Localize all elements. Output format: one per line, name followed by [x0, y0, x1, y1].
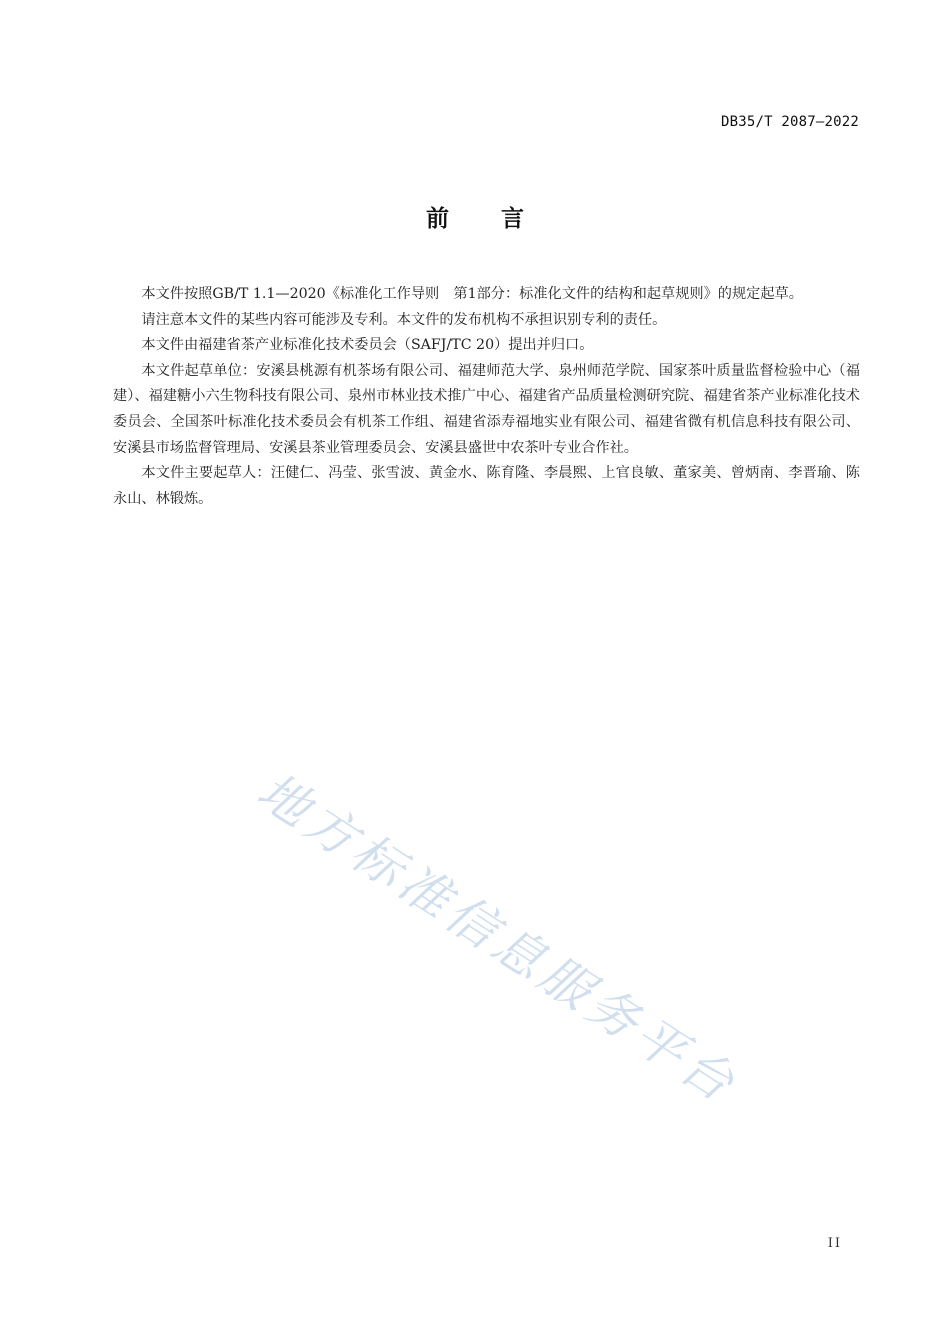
- paragraph-patent-notice: 请注意本文件的某些内容可能涉及专利。本文件的发布机构不承担识别专利的责任。: [141, 311, 667, 328]
- paragraph-drafting-rules: 本文件按照GB/T 1.1—2020《标准化工作导则 第1部分：标准化文件的结构和起草规则》的规定起草。: [141, 286, 803, 302]
- document-code: DB35/T 2087—2022: [720, 114, 859, 130]
- paragraph-drafting-units: 本文件起草单位：安溪县桃源有机茶场有限公司、福建师范大学、泉州师范学院、国家茶叶质量监督检验中心（福建）、福建糖小六生物科技有限公司、泉州市林业技术推广中心、福建省产品质量检测研究院、福建省茶产业标准化技术委员会、全国茶叶标准化技术委员会有机茶工作组、福建省添寿福地实业有限公司、福建省微有机信息科技有限公司、安溪县市场监督管理局、安溪县茶业管理委员会、安溪县盛世中农茶叶专业合作社。: [113, 362, 860, 456]
- watermark: 地方标准信息服务平台: [247, 761, 749, 1116]
- paragraph-drafters: 本文件主要起草人：汪健仁、冯莹、张雪波、黄金水、陈育隆、李晨熙、上官良敏、董家美、曾炳南、李晋瑜、陈永山、林锻炼。: [113, 465, 860, 507]
- paragraph-proposer: 本文件由福建省茶产业标准化技术委员会（SAFJ/TC 20）提出并归口。: [141, 337, 594, 354]
- preface-body: [113, 282, 860, 512]
- page-title: 前言: [426, 206, 576, 232]
- page-number: II: [827, 1236, 842, 1251]
